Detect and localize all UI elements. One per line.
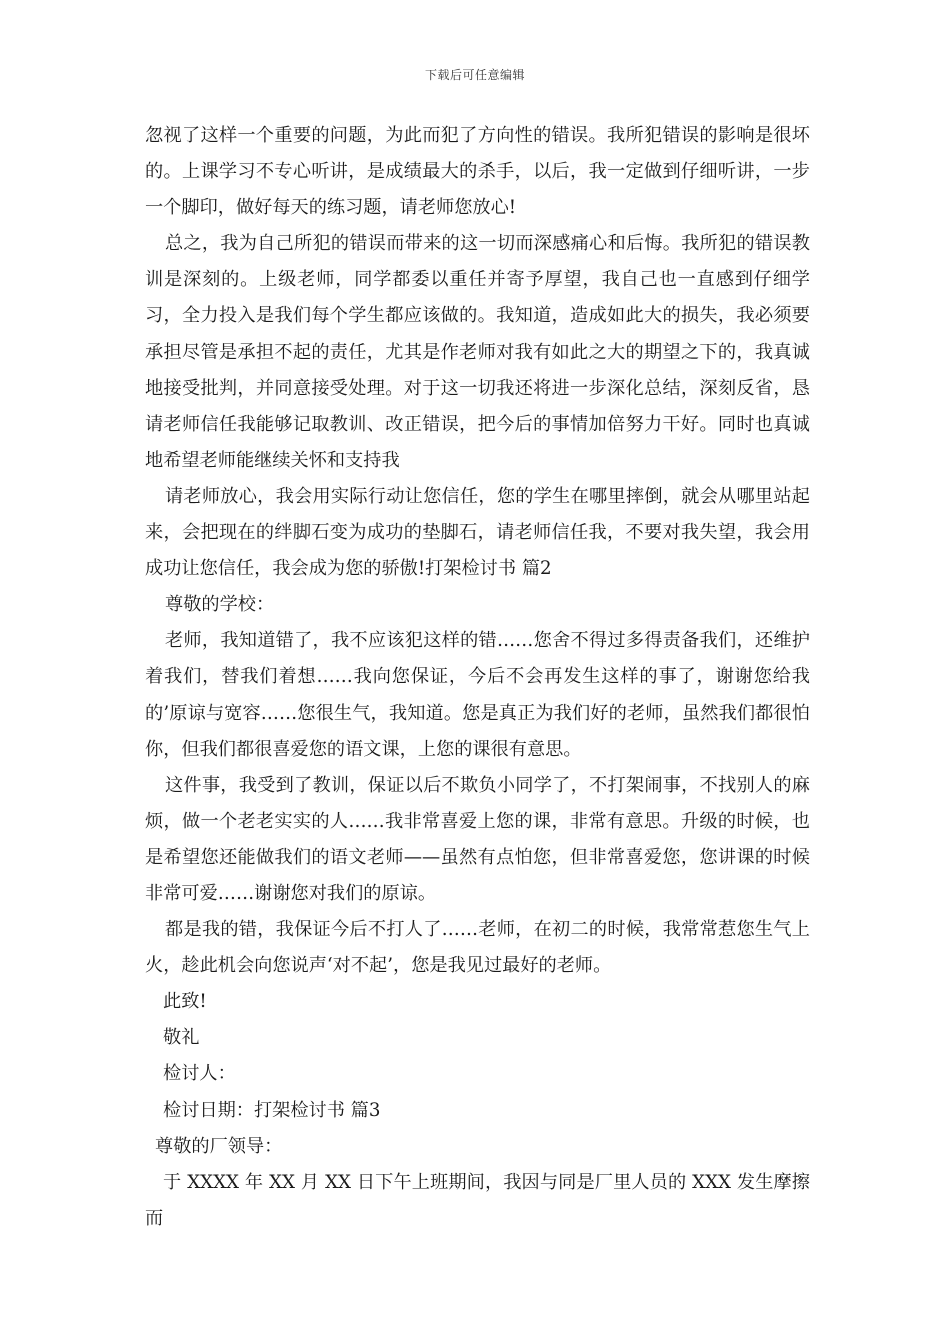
paragraph-1: 忽视了这样一个重要的问题，为此而犯了方向性的错误。我所犯错误的影响是很坏的。上课学习不专心听讲，是成绩最大的杀手，以后，我一定做到仔细听讲，一步一个脚印，做好每天的练习题，请老师您放心! (145, 125, 810, 219)
paragraph-6: 这件事，我受到了教训，保证以后不欺负小同学了，不打架闹事，不找别人的麻烦，做一个老老实实的人……我非常喜爱上您的课，非常有意思。升级的时候，也是希望您还能做我们的语文老师——虽然有点怕您，但非常喜爱您，您讲课的时候非常可爱……谢谢您对我们的原谅。 (145, 774, 810, 904)
paragraph-5: 老师，我知道错了，我不应该犯这样的错……您舍不得过多得责备我们，还维护着我们，替我们着想……我向您保证，今后不会再发生这样的事了，谢谢您给我的’原谅与宽容……您很生气，我知道。您是真正为我们好的老师，虽然我们都很怕你，但我们都很喜爱您的语文课，上您的课很有意思。 (145, 630, 810, 760)
paragraph-2: 总之，我为自己所犯的错误而带来的这一切而深感痛心和后悔。我所犯的错误教训是深刻的。上级老师，同学都委以重任并寄予厚望，我自己也一直感到仔细学习，全力投入是我们每个学生都应该做的。我知道，造成如此大的损失，我必须要承担尽管是承担不起的责任，尤其是作老师对我有如此之大的期望之下的，我真诚地接受批判，并同意接受处理。对于这一切我还将进一步深化总结，深刻反省，恳请老师信任我能够记取教训、改正错误，把今后的事情加倍努力干好。同时也真诚地希望老师能继续关怀和支持我 (145, 233, 810, 471)
paragraph-13: 于 XXXX 年 XX 月 XX 日下午上班期间，我因与同是厂里人员的 XXX 发生摩擦而 (145, 1171, 810, 1229)
signature-reviewer: 检讨人： (163, 1063, 236, 1085)
salutation-factory: 尊敬的厂领导： (155, 1135, 283, 1157)
signature-date: 检讨日期：打架检讨书 篇3 (163, 1099, 381, 1121)
salutation-school: 尊敬的学校： (165, 594, 275, 616)
closing-salute: 敬礼 (163, 1027, 200, 1049)
paragraph-7: 都是我的错，我保证今后不打人了……老师，在初二的时候，我常常惹您生气上火，趁此机会向您说声‘对不起’，您是我见过最好的老师。 (145, 919, 810, 977)
paragraph-3: 请老师放心，我会用实际行动让您信任，您的学生在哪里摔倒，就会从哪里站起来，会把现在的绊脚石变为成功的垫脚石，请老师信任我，不要对我失望，我会用成功让您信任，我会成为您的骄傲!打架检讨书 篇2 (145, 485, 810, 580)
closing-respectfully: 此致! (163, 991, 207, 1013)
document-body (145, 118, 810, 1237)
page-header-note: 下载后可任意编辑 (424, 68, 525, 82)
